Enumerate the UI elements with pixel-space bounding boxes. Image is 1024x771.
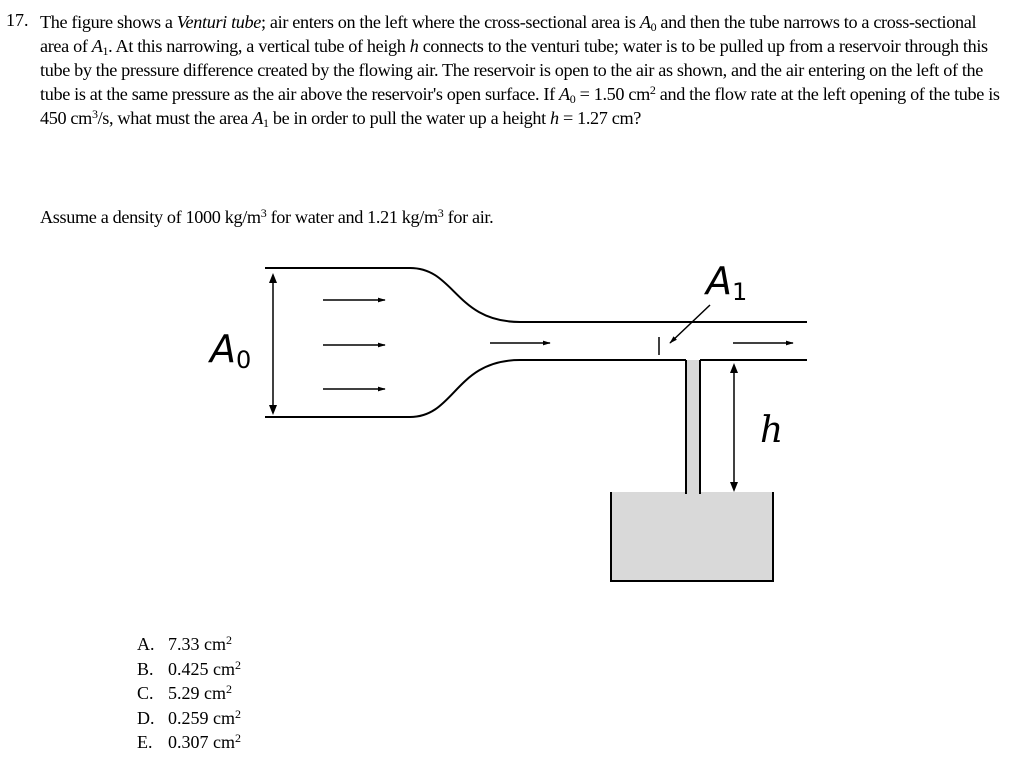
- choice-e[interactable]: E. 0.307 $cm^2$: [137, 731, 241, 752]
- q-var-A1-sub-2: 1: [262, 116, 269, 130]
- water-column: [686, 360, 700, 494]
- q-var-A1-sub: 1: [102, 44, 109, 58]
- q-seg3: and then the tube narrows to a cross-sectional area of: [40, 12, 977, 56]
- label-A1: A1: [706, 259, 748, 306]
- assume-seg2: for water and 1.21 kg/m: [266, 207, 438, 227]
- choice-c[interactable]: C. 5.29 $cm^2$: [137, 682, 232, 703]
- label-h: h: [760, 410, 784, 451]
- label-A0: A0: [210, 327, 252, 374]
- q-var-A0: A: [639, 12, 651, 32]
- q-seg9: be in order to pull the water up a height: [268, 108, 551, 128]
- q-seg7: and the flow rate at the left opening of the tube is 450 cm: [40, 84, 1000, 128]
- q-sup-cube: 3: [91, 107, 98, 121]
- q-var-A0-2: A: [559, 84, 570, 104]
- q-italic-term: Venturi tube: [176, 12, 261, 32]
- assume-sup-2: 3: [437, 206, 444, 220]
- choice-b[interactable]: B. 0.425 $cm^2$: [137, 657, 241, 679]
- q-seg6: = 1.50 cm: [575, 84, 650, 104]
- q-sup-square: 2: [649, 83, 656, 97]
- A0-dimension-arrow-top: [269, 273, 277, 283]
- h-dimension-arrow-top: [730, 363, 738, 373]
- assume-seg3: for air.: [443, 207, 494, 227]
- q-seg10: = 1.27 cm?: [558, 108, 641, 128]
- q-var-h-2: h: [550, 108, 559, 128]
- choice-a[interactable]: A. 7.33 $cm^2$: [137, 633, 232, 654]
- A0-dimension-arrow-bottom: [269, 405, 277, 415]
- q-var-A1: A: [91, 36, 103, 56]
- q-var-A1-2: A: [252, 108, 263, 128]
- h-dimension-arrow-bottom: [730, 482, 738, 492]
- q-var-h: h: [409, 36, 419, 56]
- A1-pointer-arrow-icon: [670, 305, 710, 343]
- assume-seg1: Assume a density of 1000 kg/m: [40, 207, 261, 227]
- q-var-A0-sub: 0: [650, 20, 657, 34]
- answer-choices: [137, 632, 241, 755]
- question-number: 17.: [6, 10, 29, 30]
- q-seg4: . At this narrowing, a vertical tube of heigh: [108, 36, 410, 56]
- q-seg1: The figure shows a: [40, 12, 177, 32]
- choice-d[interactable]: D. 0.259 $cm^2$: [137, 706, 241, 728]
- reservoir-water: [611, 492, 773, 581]
- q-var-A0-sub-2: 0: [569, 92, 576, 106]
- q-seg5: connects to the venturi tube; water is to be pulled up from a reservoir through this tube by the pressure difference created by the flowing air. The reservoir is open to the air as shown, and the air entering on the left of the tube is at the same pressure as the air above the reservoir's open surface. If: [40, 36, 988, 104]
- assume-sup-1: 3: [260, 206, 267, 220]
- q-seg8: /s, what must the area: [97, 108, 253, 128]
- q-seg2: ; air enters on the left where the cross-sectional area is: [261, 12, 640, 32]
